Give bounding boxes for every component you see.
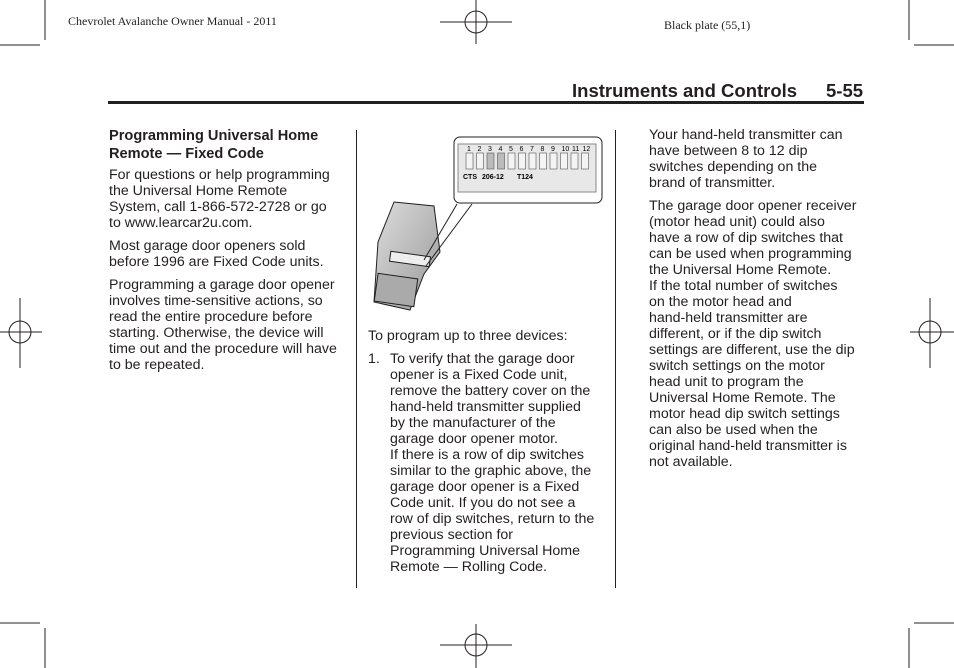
dip-switch — [487, 153, 494, 169]
dip-switch — [519, 153, 526, 169]
header-rule — [108, 101, 864, 104]
dip-switch — [550, 153, 557, 169]
switch-number: 6 — [519, 146, 524, 153]
switch-number: 1 — [467, 146, 471, 153]
switch-number: 10 — [561, 146, 570, 153]
dip-switch — [466, 153, 473, 169]
registration-mark-right — [910, 298, 954, 368]
switch-number: 7 — [530, 146, 534, 153]
dip-switch — [529, 153, 536, 169]
registration-mark-left — [0, 298, 42, 368]
paragraph: Your hand-held transmitter can have between 8 to 12 dip switches depending on the brand of transmitter. — [649, 127, 843, 191]
section-heading: Programming Universal Home Remote — Fixed Code — [109, 128, 319, 162]
dip-switch — [498, 153, 505, 169]
switch-number: 8 — [540, 146, 545, 153]
switch-number: 5 — [509, 146, 513, 153]
column-divider — [356, 130, 357, 588]
registration-mark-bottom — [440, 624, 512, 668]
step-item — [368, 351, 608, 575]
slug-right: Black plate (55,1) — [664, 18, 751, 32]
code-label: 206-12 — [482, 174, 504, 181]
switch-number: 12 — [582, 146, 591, 153]
paragraph: Most garage door openers sold before 1996 are Fixed Code units. — [109, 238, 324, 270]
switch-number: 3 — [488, 146, 492, 153]
dip-switch — [508, 153, 515, 169]
switch-number: 4 — [498, 146, 503, 153]
left-column — [109, 127, 349, 380]
registration-mark-top — [440, 0, 512, 44]
section-title: Instruments and Controls — [572, 80, 798, 101]
switch-number: 9 — [551, 146, 555, 153]
dip-switch — [540, 153, 547, 169]
dip-switch-illustration — [362, 134, 604, 314]
intro-text: To program up to three devices: — [368, 328, 568, 344]
step-number: 1. — [368, 351, 380, 367]
column-divider — [615, 130, 616, 588]
slug-left: Chevrolet Avalanche Owner Manual - 2011 — [68, 14, 277, 28]
paragraph: The garage door opener receiver (motor head unit) could also have a row of dip switches that can be used when programming the Universal Home Remote. If the total number of switches on the motor head and hand-held transmitter are different, or if the dip switch settings are different, use the dip switch settings on the motor head unit to program the Universal Home Remote. The motor head dip switch settings can also be used when the original hand-held transmitter is not available. — [649, 198, 857, 470]
paragraph: Programming a garage door opener involves time-sensitive actions, so read the entire procedure before starting. Otherwise, the device will time out and the procedure will have to be repeated. — [109, 277, 337, 373]
switch-number: 11 — [572, 146, 580, 153]
page-number: 5-55 — [826, 80, 864, 101]
dip-switch — [571, 153, 578, 169]
code-label: T124 — [517, 174, 533, 181]
code-label: CTS — [463, 174, 477, 181]
dip-switch — [582, 153, 589, 169]
step-text: To verify that the garage door opener is a Fixed Code unit, remove the battery cover on the hand-held transmitter supplied by the manufacturer of the garage door opener motor. If there is a row of dip switches similar to the graphic above, the garage door opener is a Fixed Code unit. If you do not see a row of dip switches, return to the previous section for Programming Universal Home Remote — Rolling Code. — [390, 351, 595, 575]
middle-column — [368, 328, 608, 582]
dip-switch — [477, 153, 484, 169]
switch-number: 2 — [477, 146, 482, 153]
paragraph: For questions or help programming the Universal Home Remote System, call 1-866-572-2728 or go to www.learcar2u.com. — [109, 167, 330, 231]
dip-switch — [561, 153, 568, 169]
right-column — [649, 127, 869, 477]
